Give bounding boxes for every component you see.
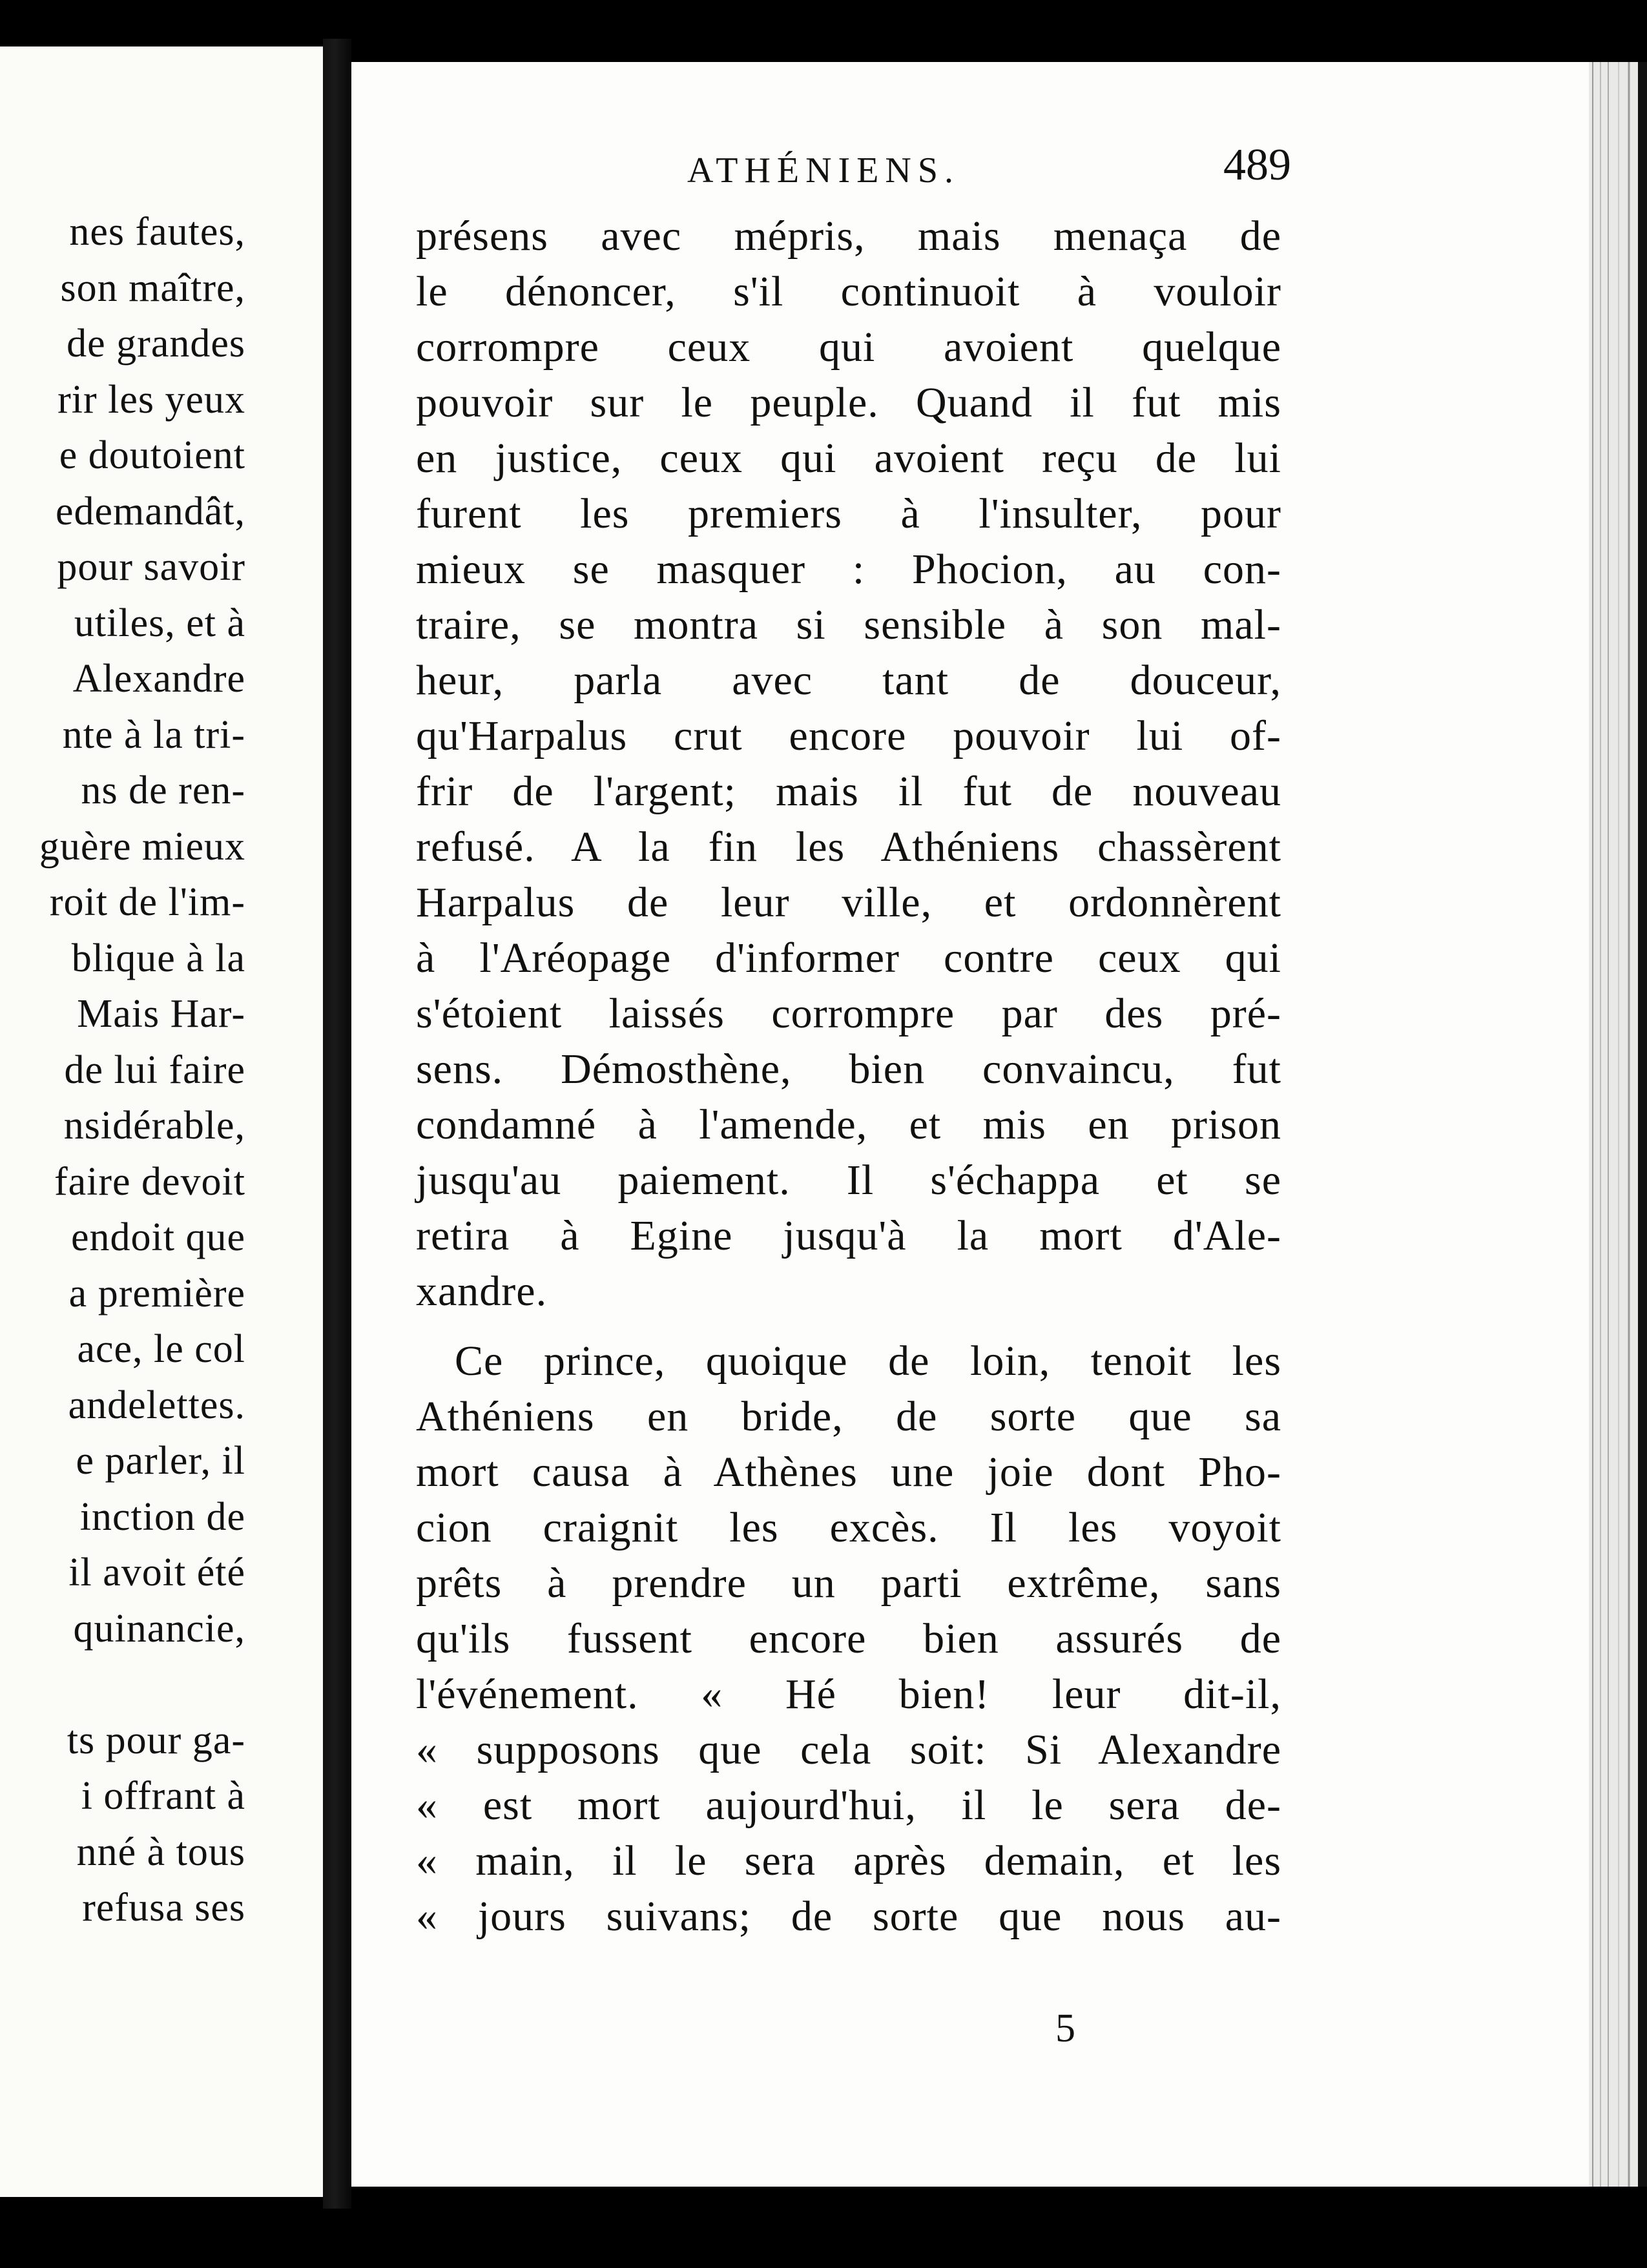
right-page-line: s'étoient laissés corrompre par des pré- xyxy=(416,990,1281,1037)
right-page-line: mort causa à Athènes une joie dont Pho- xyxy=(416,1448,1281,1496)
left-page-line: pour savoir xyxy=(57,545,245,589)
left-page-line: nné à tous xyxy=(76,1830,245,1874)
right-page-line: à l'Aréopage d'informer contre ceux qui xyxy=(416,934,1281,982)
right-page-line: sens. Démosthène, bien convaincu, fut xyxy=(416,1046,1281,1093)
left-page-line: endoit que xyxy=(71,1215,245,1259)
left-page-line: edemandât, xyxy=(55,489,245,533)
left-page-line: nsidérable, xyxy=(63,1104,245,1148)
right-page-line: pouvoir sur le peuple. Quand il fut mis xyxy=(416,379,1281,426)
left-page-line: i offrant à xyxy=(81,1774,245,1818)
right-page-line: qu'ils fussent encore bien assurés de xyxy=(416,1615,1281,1662)
right-page-line: refusé. A la fin les Athéniens chassèrent xyxy=(416,823,1281,871)
right-page-line: présens avec mépris, mais menaça de xyxy=(416,212,1281,260)
right-page-line: l'événement. « Hé bien! leur dit-il, xyxy=(416,1671,1281,1718)
right-page-line: jusqu'au paiement. Il s'échappa et se xyxy=(416,1157,1281,1204)
left-page-line: ns de ren- xyxy=(81,768,245,812)
right-page-line: corrompre ceux qui avoient quelque xyxy=(416,324,1281,371)
right-page-line: cion craignit les excès. Il les voyoit xyxy=(416,1504,1281,1551)
left-page-line: guère mieux xyxy=(39,824,245,869)
right-page-line: frir de l'argent; mais il fut de nouveau xyxy=(416,768,1281,815)
right-page-line: « est mort aujourd'hui, il le sera de- xyxy=(416,1782,1281,1829)
left-page-line: refusa ses xyxy=(82,1886,245,1930)
left-page-line: roit de l'im- xyxy=(49,880,245,924)
book-gutter xyxy=(323,39,351,2209)
right-page-line: en justice, ceux qui avoient reçu de lui xyxy=(416,435,1281,482)
left-page-line: andelettes. xyxy=(68,1383,245,1427)
page-number: 489 xyxy=(1223,140,1291,190)
left-page-line: faire devoit xyxy=(54,1159,245,1204)
right-page-line: Ce prince, quoique de loin, tenoit les xyxy=(455,1337,1281,1385)
right-page xyxy=(351,62,1589,2187)
left-page-line: de lui faire xyxy=(64,1047,245,1092)
running-head: ATHÉNIENS. xyxy=(687,150,960,191)
right-page-line: « supposons que cela soit: Si Alexandre xyxy=(416,1726,1281,1773)
right-page-line: Athéniens en bride, de sorte que sa xyxy=(416,1393,1281,1440)
left-page-line: ace, le col xyxy=(77,1327,245,1371)
left-page-line: Mais Har- xyxy=(77,992,245,1036)
left-page xyxy=(0,46,326,2197)
left-page-line: quinancie, xyxy=(73,1606,245,1651)
right-page-line: furent les premiers à l'insulter, pour xyxy=(416,490,1281,537)
right-page-line: heur, parla avec tant de douceur, xyxy=(416,657,1281,704)
left-page-line: nte à la tri- xyxy=(62,712,245,757)
left-page-line: blique à la xyxy=(71,936,245,980)
right-page-line: qu'Harpalus crut encore pouvoir lui of- xyxy=(416,712,1281,759)
left-page-line: utiles, et à xyxy=(74,601,245,645)
left-page-line: il avoit été xyxy=(68,1551,245,1594)
left-page-line: inction de xyxy=(79,1494,245,1539)
left-page-line: Alexandre xyxy=(72,657,245,701)
left-page-line: de grandes xyxy=(67,322,245,366)
right-page-line: mieux se masquer : Phocion, au con- xyxy=(416,546,1281,593)
left-page-line: e parler, il xyxy=(76,1439,245,1483)
right-page-line: xandre. xyxy=(416,1268,548,1315)
right-page-line: Harpalus de leur ville, et ordonnèrent xyxy=(416,879,1281,926)
page-edge-stack xyxy=(1589,62,1647,2187)
left-page-line: a première xyxy=(68,1271,245,1315)
left-page-line: rir les yeux xyxy=(57,377,245,422)
signature-mark: 5 xyxy=(1055,2006,1075,2050)
right-page-line: prêts à prendre un parti extrême, sans xyxy=(416,1560,1281,1607)
right-page-line: traire, se montra si sensible à son mal- xyxy=(416,601,1281,648)
right-page-line: « jours suivans; de sorte que nous au- xyxy=(416,1893,1281,1940)
left-page-line: son maître, xyxy=(60,265,245,310)
right-page-line: condamné à l'amende, et mis en prison xyxy=(416,1101,1281,1148)
right-page-line: « main, il le sera après demain, et les xyxy=(416,1837,1281,1884)
right-page-line: retira à Egine jusqu'à la mort d'Ale- xyxy=(416,1212,1281,1259)
left-page-line: e doutoient xyxy=(59,433,245,477)
right-page-line: le dénoncer, s'il continuoit à vouloir xyxy=(416,268,1281,315)
left-page-line: nes fautes, xyxy=(69,210,245,254)
left-page-line: ts pour ga- xyxy=(67,1718,245,1762)
